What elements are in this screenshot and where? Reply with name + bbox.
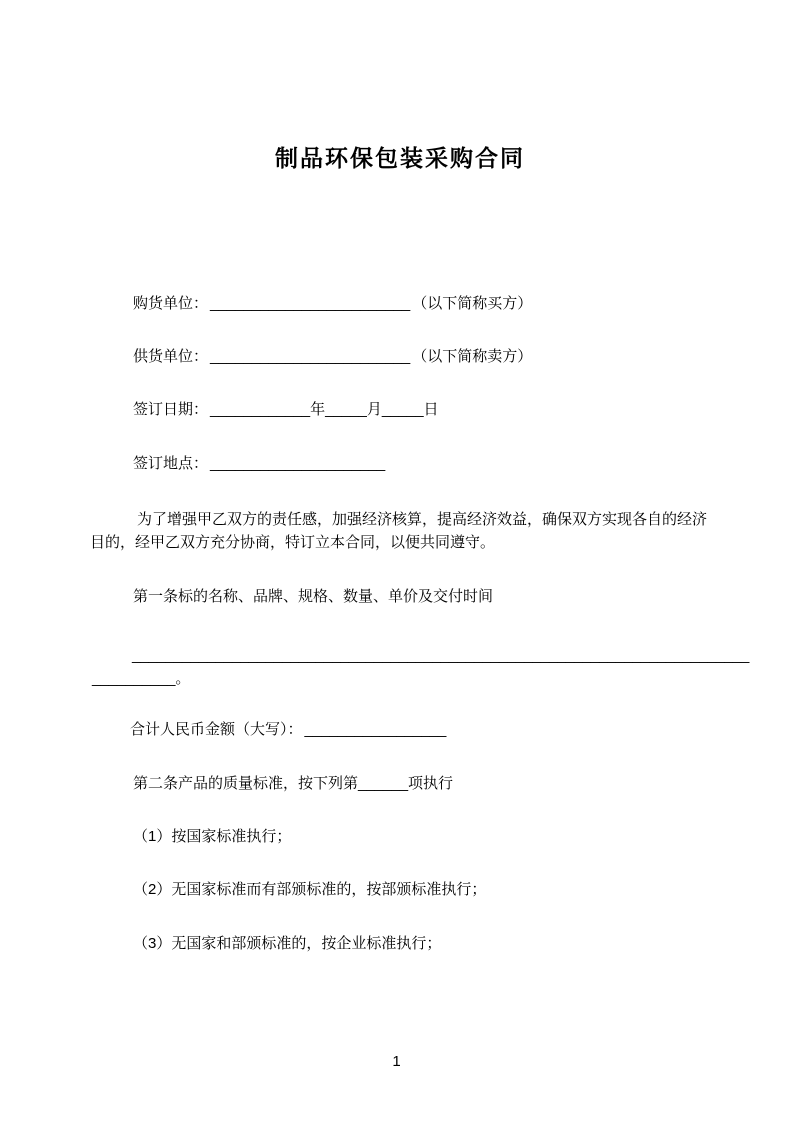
clause2-item-2: （2）无国家标准而有部颁标准的，按部颁标准执行； [133,881,487,898]
seller-line [90,345,710,368]
total-amount-line [90,718,710,741]
total-amount-label: 合计人民币金额（大写）： [130,721,303,738]
clause2-heading: 第二条产品的质量标准，按下列第______项执行 [133,775,454,792]
buyer-blank-field: ________________________ [210,295,411,312]
buyer-line [90,292,710,315]
seller-note: （以下简称卖方） [412,348,533,365]
clause2-item-3: （3）无国家和部颁标准的，按企业标准执行； [133,935,442,952]
clause1-blank-lines [90,644,750,690]
sign-place-blank-field: _____________________ [210,455,386,472]
buyer-note: （以下简称买方） [412,295,533,312]
seller-label: 供货单位： [133,348,209,365]
page-number: 1 [392,1053,401,1070]
clause2-item-1: （1）按国家标准执行； [133,828,292,845]
preamble-paragraph: 为了增强甲乙双方的责任感，加强经济核算，提高经济效益，确保双方实现各自的经济目的，经甲乙双方充分协商，特订立本合同，以便共同遵守。 [90,511,708,551]
sign-date-label: 签订日期： [133,401,209,418]
total-amount-blank-field: _________________ [304,721,447,738]
buyer-label: 购货单位： [133,295,209,312]
clause1-blank-line2: __________。 [92,670,191,687]
clause1-heading: 第一条标的名称、品牌、规格、数量、单价及交付时间 [133,588,494,605]
clause1-blank-line1: __________________________________________________________________________ [132,647,750,664]
sign-place-line [90,452,710,475]
seller-blank-field: ________________________ [210,348,411,365]
document-title: 制品环保包装采购合同 [275,145,525,171]
sign-date-line [90,398,710,421]
sign-place-label: 签订地点： [133,455,209,472]
sign-date-blank-field: ____________年_____月_____日 [210,401,439,418]
